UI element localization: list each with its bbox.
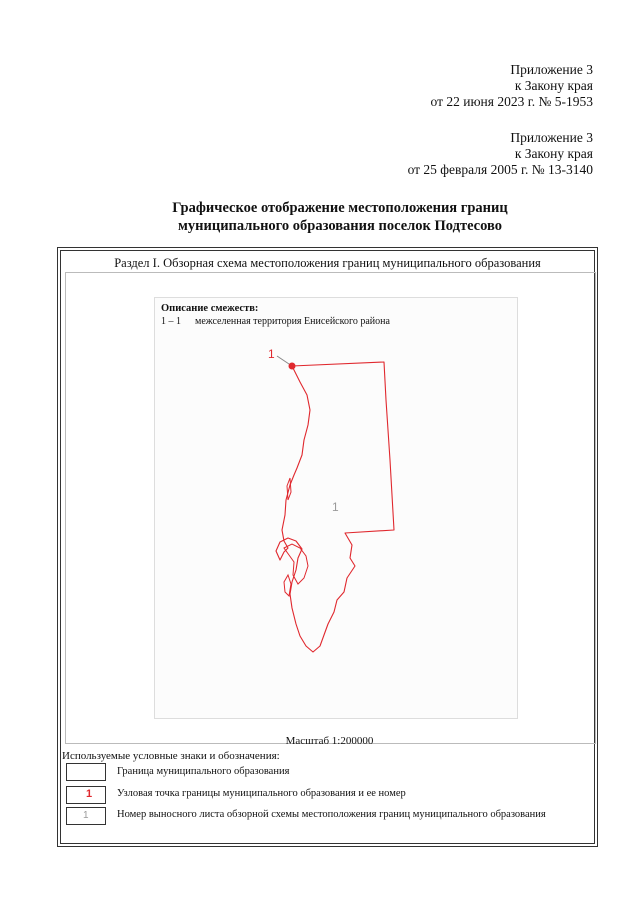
section-title: Раздел I. Обзорная схема местоположения границ муниципального образования <box>114 256 541 270</box>
river-island <box>284 575 291 596</box>
law-ref: к Закону края <box>514 146 593 161</box>
map-scale: Масштаб 1:200000 <box>285 735 374 747</box>
legend-sheet-number: 1 <box>83 810 89 821</box>
appendix-label: Приложение 3 <box>510 130 593 145</box>
node-point <box>289 363 296 370</box>
appendix-label: Приложение 3 <box>510 62 593 77</box>
title-line-2: муниципального образования поселок Подтесово <box>178 218 502 234</box>
legend-text-node: Узловая точка границы муниципального образования и ее номер <box>117 788 406 799</box>
adjacency-text: межселенная территория Енисейского района <box>195 316 390 327</box>
legend-box-boundary <box>66 763 106 781</box>
law-date: от 22 июня 2023 г. № 5-1953 <box>430 94 593 109</box>
legend-node-number: 1 <box>86 788 93 800</box>
sheet-number-label: 1 <box>332 500 339 514</box>
node-label: 1 <box>268 347 275 361</box>
law-date: от 25 февраля 2005 г. № 13-3140 <box>407 162 593 177</box>
legend-box-node <box>66 786 106 804</box>
legend-box-sheet <box>66 807 106 825</box>
legend-text-sheet: Номер выносного листа обзорной схемы местоположения границ муниципального образования <box>117 809 546 820</box>
law-ref: к Закону края <box>514 78 593 93</box>
title-line-1: Графическое отображение местоположения границ <box>172 200 508 216</box>
legend-text-boundary: Граница муниципального образования <box>117 766 290 777</box>
river-island <box>284 544 308 584</box>
adjacency-title: Описание смежеств: <box>161 303 259 314</box>
adjacency-range: 1 – 1 <box>161 316 181 327</box>
legend-title: Используемые условные знаки и обозначения: <box>62 750 280 762</box>
